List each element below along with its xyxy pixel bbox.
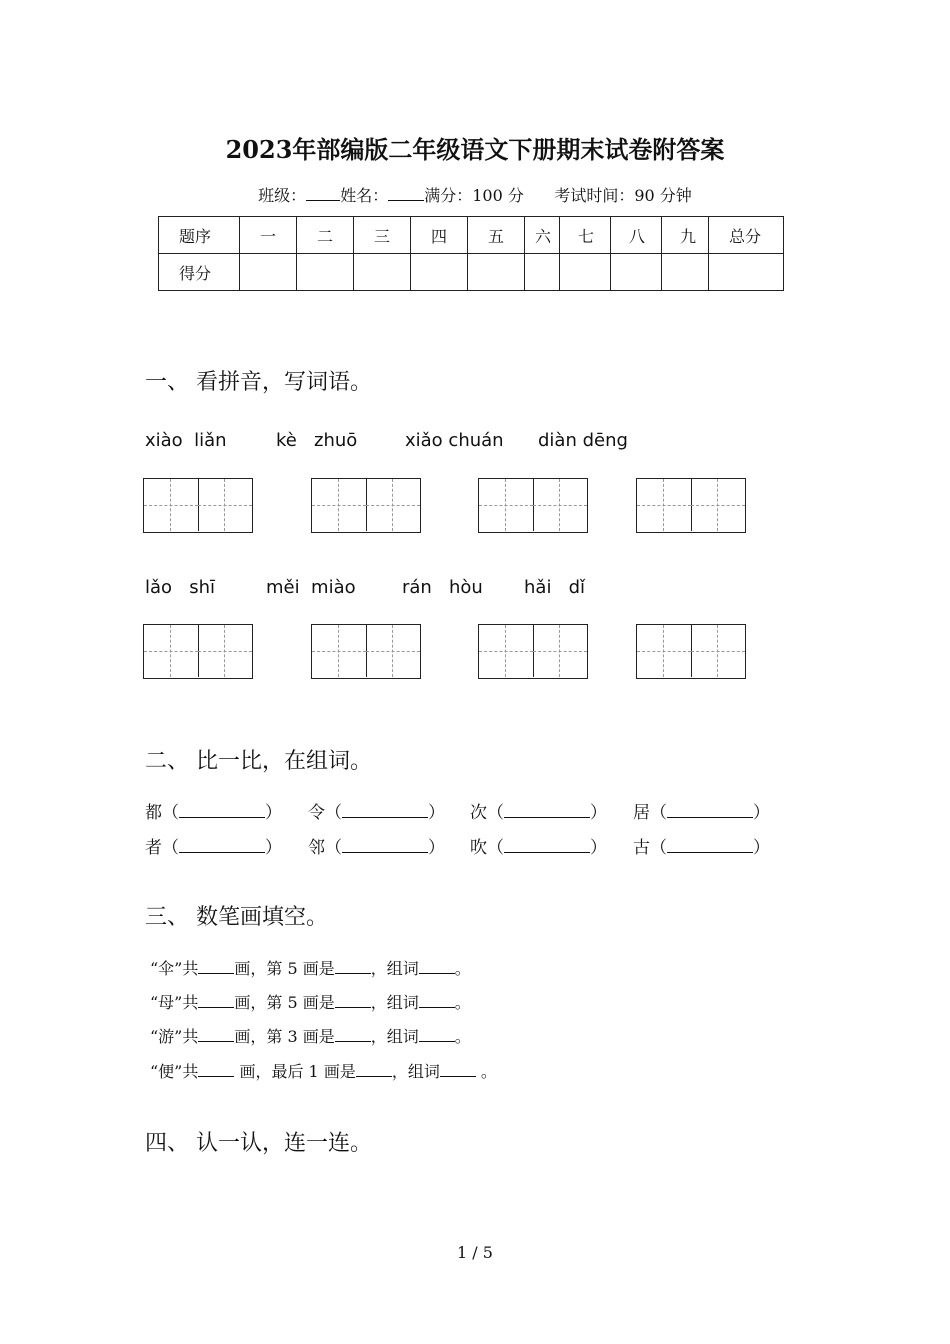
- compare-char: 令: [308, 803, 325, 823]
- compare-char: 者: [145, 838, 162, 858]
- answer-blank[interactable]: [335, 1025, 371, 1042]
- answer-blank[interactable]: [179, 801, 265, 818]
- answer-blank[interactable]: [335, 991, 371, 1008]
- compare-item: 都（ ）: [145, 803, 282, 823]
- answer-blank[interactable]: [419, 957, 455, 974]
- score-cell[interactable]: [297, 254, 354, 291]
- compare-char: 都: [145, 803, 162, 823]
- stroke-question: “便”共 画，最后 1 画是 ，组词 。: [150, 1062, 497, 1081]
- pinyin: hǎi dǐ: [524, 577, 586, 598]
- score-header-cell: 总分: [709, 217, 784, 254]
- compare-item: 居（ ）: [633, 803, 770, 823]
- compare-item: 吹（ ）: [470, 838, 607, 858]
- compare-char: 次: [470, 803, 487, 823]
- score-header-cell: 六: [525, 217, 560, 254]
- writing-grid[interactable]: [143, 624, 253, 679]
- pinyin: kè zhuō: [276, 430, 358, 451]
- section-3-title: 三、 数笔画填空。: [145, 905, 328, 930]
- stroke-question: “母”共 画，第 5 画是 ，组词 。: [150, 993, 471, 1012]
- answer-blank[interactable]: [179, 836, 265, 853]
- score-cell[interactable]: [411, 254, 468, 291]
- pinyin: xiào liǎn: [145, 430, 227, 451]
- score-cell[interactable]: [525, 254, 560, 291]
- compare-item: 古（ ）: [633, 838, 770, 858]
- exam-info: [0, 183, 950, 206]
- answer-blank[interactable]: [198, 991, 234, 1008]
- pinyin: lǎo shī: [145, 577, 215, 598]
- answer-blank[interactable]: [356, 1060, 392, 1077]
- score-cell[interactable]: [354, 254, 411, 291]
- compare-item: 令（ ）: [308, 803, 445, 823]
- pinyin: rán hòu: [402, 577, 483, 598]
- answer-blank[interactable]: [504, 801, 590, 818]
- score-header-cell: 七: [560, 217, 611, 254]
- compare-char: 邻: [308, 838, 325, 858]
- writing-grid[interactable]: [636, 478, 746, 533]
- score-header-cell: 四: [411, 217, 468, 254]
- answer-blank[interactable]: [198, 1060, 234, 1077]
- answer-blank[interactable]: [342, 801, 428, 818]
- answer-blank[interactable]: [198, 1025, 234, 1042]
- score-cell[interactable]: [468, 254, 525, 291]
- writing-grid[interactable]: [636, 624, 746, 679]
- answer-blank[interactable]: [419, 1025, 455, 1042]
- score-table: [158, 216, 784, 291]
- section-4-title: 四、 认一认，连一连。: [145, 1131, 372, 1156]
- compare-char: 古: [633, 838, 650, 858]
- section-1-title: 一、 看拼音，写词语。: [145, 370, 372, 395]
- score-cell[interactable]: [611, 254, 662, 291]
- score-header-cell: 二: [297, 217, 354, 254]
- pinyin: xiǎo chuán: [405, 430, 504, 451]
- stroke-question: “伞”共 画，第 5 画是 ，组词 。: [150, 959, 471, 978]
- answer-blank[interactable]: [198, 957, 234, 974]
- answer-blank[interactable]: [342, 836, 428, 853]
- score-table-header-row: [159, 217, 784, 254]
- compare-item: 次（ ）: [470, 803, 607, 823]
- score-header-cell: 一: [240, 217, 297, 254]
- writing-grid[interactable]: [478, 624, 588, 679]
- class-label: 班级：: [258, 186, 307, 205]
- stroke-question: “游”共 画，第 3 画是 ，组词 。: [150, 1027, 471, 1046]
- score-header-cell: 八: [611, 217, 662, 254]
- score-cell[interactable]: [709, 254, 784, 291]
- answer-blank[interactable]: [667, 836, 753, 853]
- page-number: 1 / 5: [457, 1243, 493, 1262]
- answer-blank[interactable]: [440, 1060, 476, 1077]
- name-blank[interactable]: [388, 186, 424, 201]
- score-row-label: 得分: [159, 254, 240, 291]
- compare-char: 居: [633, 803, 650, 823]
- writing-grid[interactable]: [311, 478, 421, 533]
- answer-blank[interactable]: [667, 801, 753, 818]
- name-label: 姓名：: [340, 186, 389, 205]
- score-cell[interactable]: [662, 254, 709, 291]
- writing-grid[interactable]: [311, 624, 421, 679]
- score-header-cell: 三: [354, 217, 411, 254]
- score-header-cell: 九: [662, 217, 709, 254]
- compare-char: 吹: [470, 838, 487, 858]
- pinyin: měi miào: [266, 577, 356, 598]
- section-2-title: 二、 比一比，在组词。: [145, 749, 372, 774]
- full-score: 满分：100 分: [424, 186, 524, 205]
- exam-time: 考试时间：90 分钟: [554, 186, 692, 205]
- score-header-cell: 五: [468, 217, 525, 254]
- answer-blank[interactable]: [504, 836, 590, 853]
- pinyin: diàn dēng: [538, 430, 628, 451]
- answer-blank[interactable]: [335, 957, 371, 974]
- score-header-cell: 题序: [159, 217, 240, 254]
- writing-grid[interactable]: [143, 478, 253, 533]
- compare-item: 邻（ ）: [308, 838, 445, 858]
- class-blank[interactable]: [306, 186, 340, 201]
- page-title: 2023年部编版二年级语文下册期末试卷附答案: [225, 135, 725, 164]
- score-cell[interactable]: [240, 254, 297, 291]
- score-cell[interactable]: [560, 254, 611, 291]
- compare-item: 者（ ）: [145, 838, 282, 858]
- answer-blank[interactable]: [419, 991, 455, 1008]
- score-table-score-row: [159, 254, 784, 291]
- writing-grid[interactable]: [478, 478, 588, 533]
